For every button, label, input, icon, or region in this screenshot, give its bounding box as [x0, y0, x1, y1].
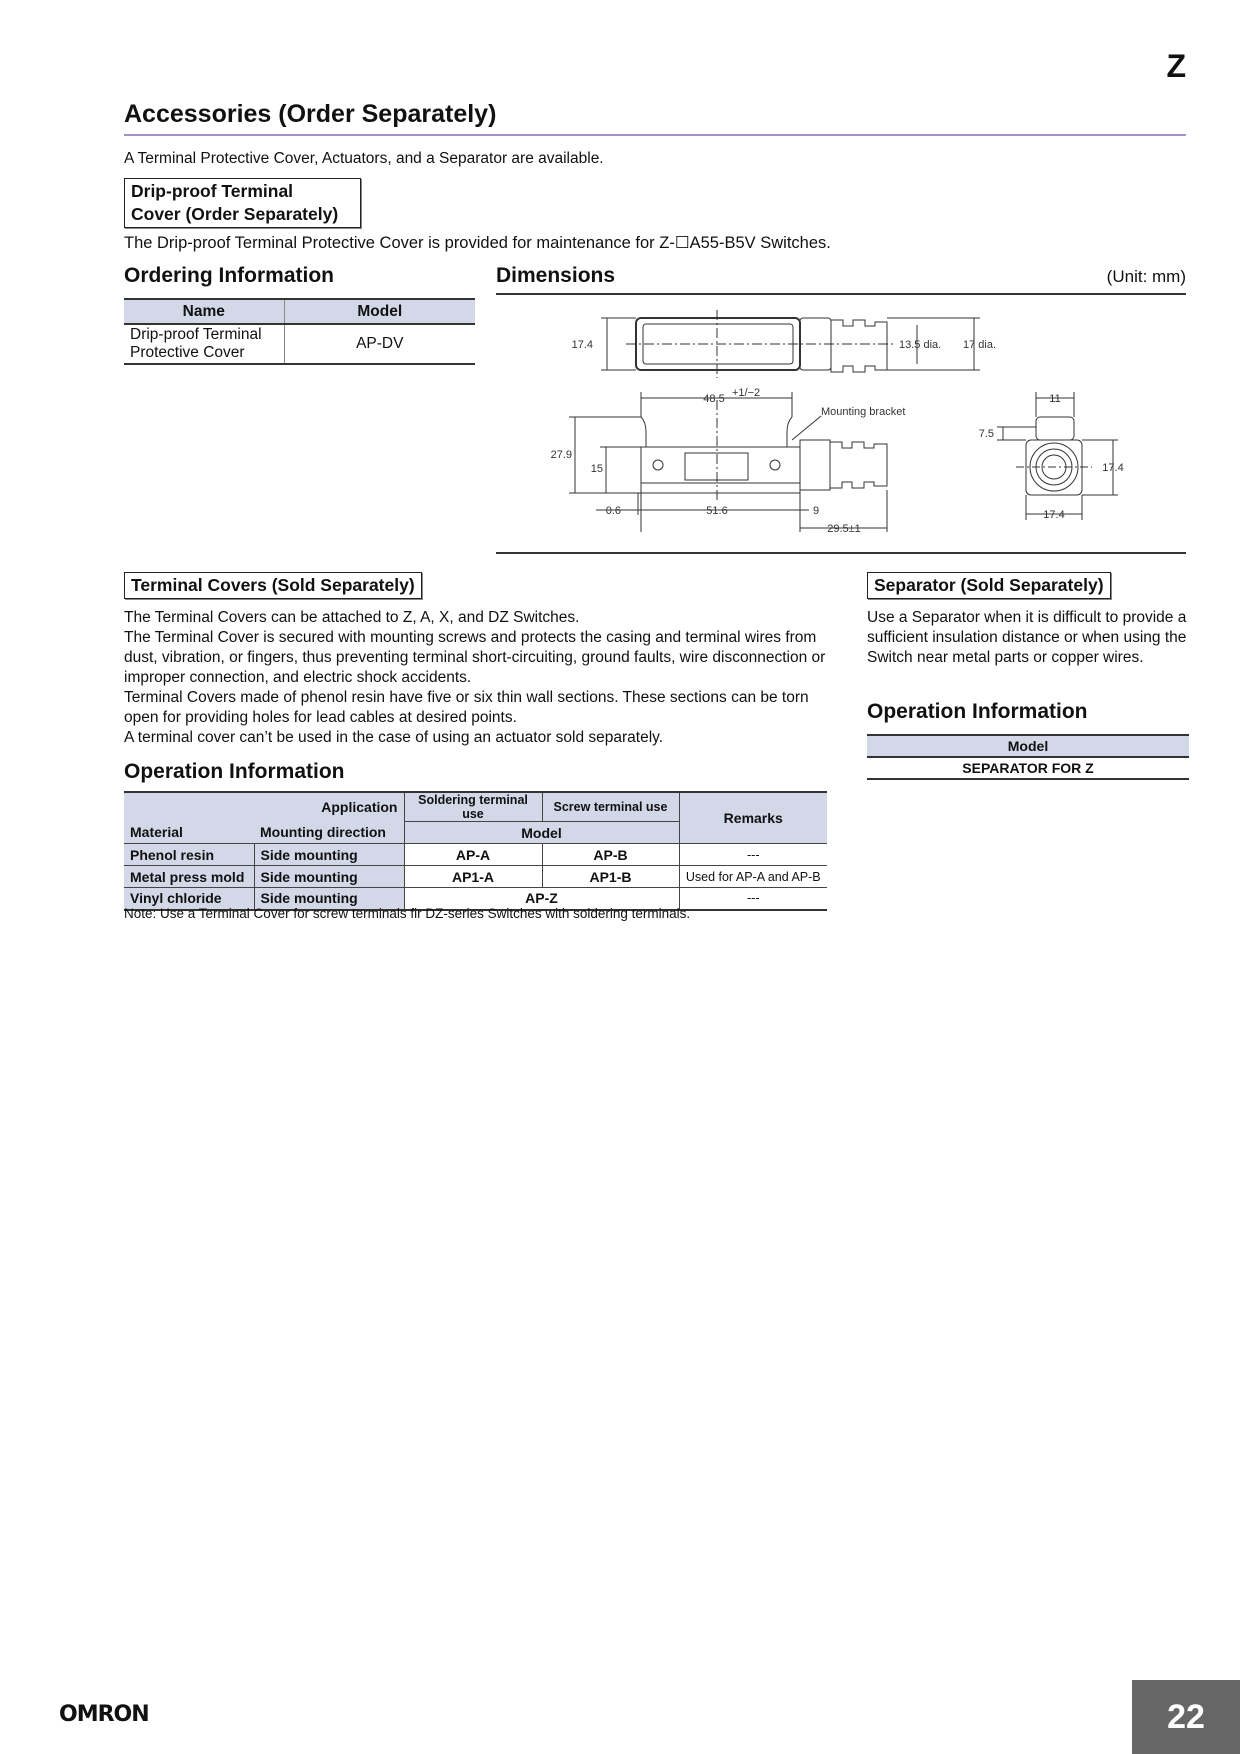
- dim-label: 7.5: [978, 428, 994, 440]
- drip-proof-heading: [124, 178, 361, 228]
- paragraph: Terminal Covers made of phenol resin have five or six thin wall sections. These sections can be torn open for providing holes for lead cables at desired points.: [124, 689, 809, 726]
- dim-label: 11: [1049, 393, 1061, 405]
- front-view: [997, 392, 1118, 520]
- column-header: Model: [284, 299, 475, 324]
- model-cell: AP-DV: [284, 324, 475, 364]
- name-cell: Drip-proof Terminal Protective Cover: [124, 324, 284, 364]
- table-row: [867, 757, 1189, 779]
- dimensions-bottom-rule: [496, 552, 1186, 554]
- intro-text: A Terminal Protective Cover, Actuators, and a Separator are available.: [124, 150, 604, 167]
- terminal-covers-table: [124, 791, 827, 911]
- terminal-covers-heading: Terminal Covers (Sold Separately): [124, 572, 422, 599]
- page-title: Accessories (Order Separately): [124, 100, 497, 128]
- mounting-header: Mounting direction: [254, 822, 404, 844]
- table-note: Note: Use a Terminal Cover for screw terminals fir DZ-series Switches with soldering terminals.: [124, 906, 691, 921]
- unit-label: (Unit: mm): [1106, 267, 1186, 286]
- column-header: Model: [867, 735, 1189, 757]
- dim-label: 15: [590, 463, 603, 475]
- paragraph: The Terminal Covers can be attached to Z, A, X, and DZ Switches.: [124, 609, 580, 626]
- dim-label: 0.6: [605, 505, 621, 517]
- omron-logo: OMRON: [59, 1702, 149, 1727]
- separator-text: Use a Separator when it is difficult to provide a sufficient insulation distance or when using the Switch near metal parts or copper wires.: [867, 609, 1187, 666]
- application-header: Application: [124, 792, 404, 822]
- model-header: Model: [404, 822, 679, 844]
- dim-label: 13.5 dia.: [899, 339, 942, 351]
- dimensions-drawing: [496, 300, 1186, 545]
- dim-label: 27.9: [550, 449, 572, 461]
- dim-label: 17.4: [571, 339, 593, 351]
- heading-line: Cover (Order Separately): [131, 204, 339, 224]
- dim-label: 48.5: [703, 393, 725, 405]
- screw-header: Screw terminal use: [542, 792, 679, 822]
- operation-info-title: Operation Information: [124, 760, 345, 783]
- dim-label: 29.5±1: [827, 523, 861, 535]
- ordering-info-title: Ordering Information: [124, 264, 334, 287]
- dimensions-rule: [496, 293, 1186, 295]
- dim-label: 17.4: [1102, 462, 1124, 474]
- dim-tolerance: +1/−2: [732, 387, 761, 399]
- mounting-bracket-label: Mounting bracket: [821, 406, 906, 418]
- paragraph: The Terminal Cover is secured with mounting screws and protects the casing and terminal wires from dust, vibration, or fingers, thus preventing terminal short-circuiting, ground faults, wire disconnection or improper connection, and electric shock accidents.: [124, 629, 826, 686]
- separator-operation-title: Operation Information: [867, 700, 1088, 723]
- terminal-covers-text: [124, 608, 829, 748]
- dimensions-title: Dimensions: [496, 264, 616, 287]
- dim-label: 17 dia.: [963, 339, 997, 351]
- column-header: Name: [124, 299, 284, 324]
- table-row: [124, 324, 475, 364]
- table-row: Vinyl chloride Side mounting AP-Z ---: [124, 888, 827, 910]
- soldering-header: Soldering terminal use: [404, 792, 542, 822]
- material-header: Material: [124, 822, 254, 844]
- table-row: Phenol resin Side mounting AP-A AP-B ---: [124, 844, 827, 866]
- separator-heading: Separator (Sold Separately): [867, 572, 1111, 599]
- paragraph: A terminal cover can’t be used in the case of using an actuator sold separately.: [124, 729, 664, 746]
- page-number: 22: [1132, 1680, 1240, 1754]
- ordering-table: [124, 298, 475, 365]
- drip-description: The Drip-proof Terminal Protective Cover is provided for maintenance for Z-☐A55-B5V Switches.: [124, 234, 831, 252]
- heading-line: Drip-proof Terminal: [131, 181, 294, 201]
- title-divider: [124, 134, 1186, 136]
- separator-table: [867, 734, 1189, 780]
- series-letter: Z: [1166, 48, 1186, 84]
- remarks-header: Remarks: [679, 792, 827, 844]
- model-cell: SEPARATOR FOR Z: [867, 757, 1189, 779]
- dim-label: 51.6: [706, 505, 728, 517]
- table-row: Metal press mold Side mounting AP1-A AP1-B Used for AP-A and AP-B: [124, 866, 827, 888]
- dim-label: 17.4: [1043, 509, 1065, 521]
- dim-label: 9: [812, 505, 820, 517]
